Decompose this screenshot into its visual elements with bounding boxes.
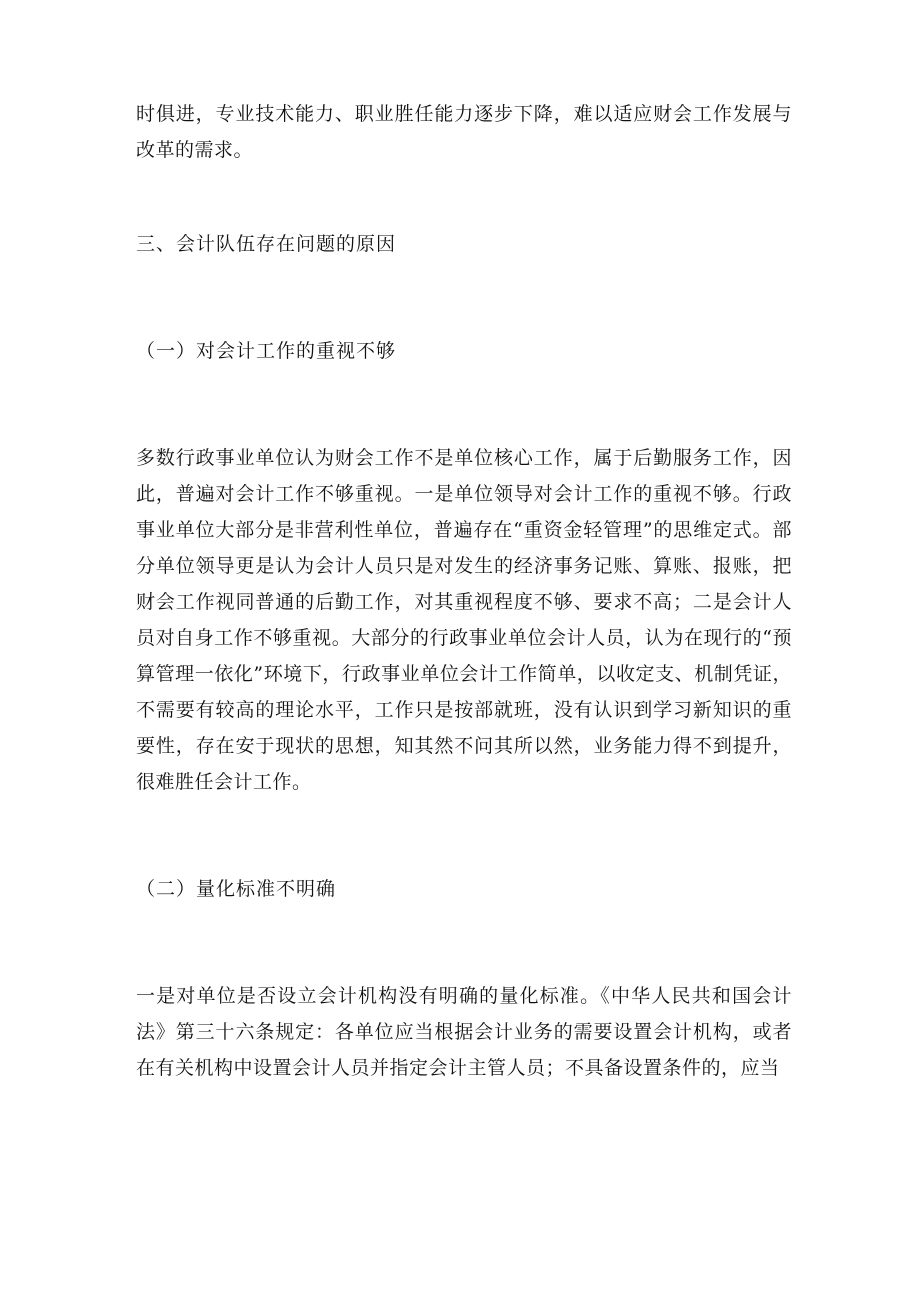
subsection-heading-2: （二）量化标准不明确 — [136, 878, 337, 900]
subsection-heading-1: （一）对会计工作的重视不够 — [136, 340, 397, 362]
section-heading: 三、会计队伍存在问题的原因 — [136, 233, 397, 255]
continuation-paragraph: 时俱进，专业技术能力、职业胜任能力逐步下降，难以适应财会工作发展与改革的需求。 — [136, 103, 792, 161]
document-page — [136, 96, 792, 1086]
subsection-paragraph-2: 一是对单位是否设立会计机构没有明确的量化标准。《中华人民共和国会计法》第三十六条规定：各单位应当根据会计业务的需要设置会计机构，或者在有关机构中设置会计人员并指定会计主管人员；不具备设置条件的，应当 — [136, 985, 792, 1079]
subsection-paragraph-1: 多数行政事业单位认为财会工作不是单位核心工作，属于后勤服务工作，因此，普遍对会计工作不够重视。一是单位领导对会计工作的重视不够。行政事业单位大部分是非营利性单位，普遍存在“重资金轻管理”的思维定式。部分单位领导更是认为会计人员只是对发生的经济事务记账、算账、报账，把财会工作视同普通的后勤工作，对其重视程度不够、要求不高；二是会计人员对自身工作不够重视。大部分的行政事业单位会计人员，认为在现行的“预算管理一依化”环境下，行政事业单位会计工作简单，以收定支、机制凭证，不需要有较高的理论水平，工作只是按部就班，没有认识到学习新知识的重要性，存在安于现状的思想，知其然不问其所以然，业务能力得不到提升，很难胜任会计工作。 — [136, 447, 792, 793]
